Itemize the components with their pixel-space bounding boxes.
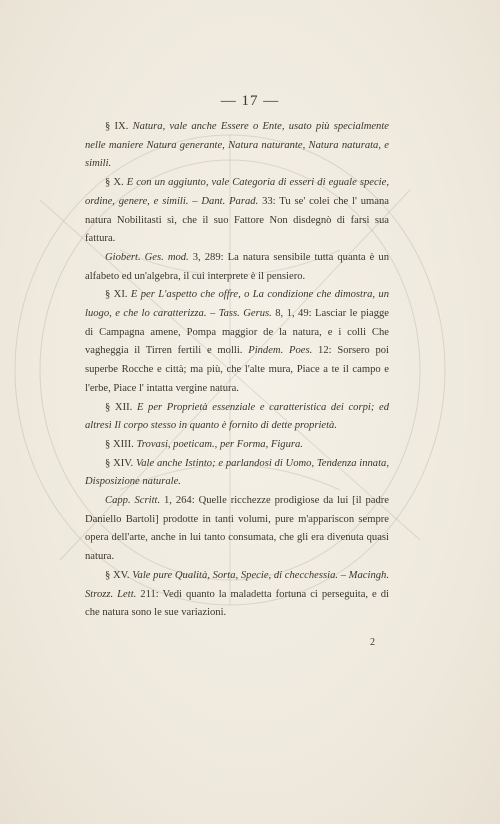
text-run: 8, 1, 49: Lasciar le piagge di Campagna amene, Pompa maggior de la natura, e i colli Che vagheggia il Tirren fertili e molli. — [85, 308, 389, 357]
paragraph-xiii — [85, 436, 389, 455]
paragraph-x-cit — [85, 249, 389, 286]
text-run: E per L'aspetto che offre, o La condizione che dimostra, un luogo, e che lo caratterizza. – Tass. Gerus. — [85, 289, 389, 320]
text-run: E per Proprietà essenziale e caratteristica dei corpi; ed altresì Il corpo stesso in quanto è fornito di dette proprietà. — [85, 401, 390, 432]
paragraph-xiv-cit — [85, 492, 389, 567]
paragraph-xv — [85, 567, 389, 623]
text-run: 33: Tu se' colei che l' umana natura Nobilitasti sì, che il suo Fattore Non disdegnò di farsi sua fattura. — [85, 195, 389, 245]
text-run: § IX. — [105, 121, 133, 132]
text-run: 1, 264: Quelle ricchezze prodigiose da lui [il padre Daniello Bartoli] prodotte in tanti volumi, pure m'appariscon sempre opera dell'arte, anche in lui tanto consumata, che gli era divenuta quasi natura. — [85, 495, 389, 563]
text-run: 12: Sorsero poi superbe Rocche e città; ma più, che l'alte mura, Piace a te il campo e l'erbe, Piace l' intatta vergine natura. — [85, 345, 390, 394]
page-number-header: — 17 — — [220, 93, 280, 109]
text-run: Capp. Scritt. — [105, 495, 161, 507]
text-run: § X. — [105, 177, 127, 189]
text-run: § XIV. — [105, 457, 136, 469]
paragraph-xiv — [85, 455, 389, 492]
text-run: Trovasi, poeticam., per Forma, Figura. — [136, 438, 303, 450]
text-run: Vale pure Qualità, Sorta, Specie, di checchessia. – Macingh. Strozz. Lett. — [85, 569, 389, 600]
text-run: E con un aggiunto, vale Categoria di esseri di eguale specie, ordine, genere, e simili. – Dant. Parad. — [85, 177, 389, 207]
paragraph-xi — [85, 286, 389, 398]
text-run: § XV. — [105, 569, 133, 581]
text-run: Pindem. Poes. — [248, 345, 313, 357]
text-run: 211: Vedi quanto la maladetta fortuna ci perseguita, e di che natura sono le sue variazioni. — [85, 588, 389, 619]
paragraph-xii — [85, 399, 389, 436]
text-run: § XI. — [105, 289, 131, 301]
text-run: § XIII. — [105, 438, 137, 450]
text-run: Giobert. Ges. mod. — [105, 251, 189, 263]
paragraph-x — [85, 174, 389, 249]
dictionary-entry-text — [85, 118, 389, 623]
text-run: Vale anche Istinto; e parlandosi di Uomo, Tendenza innata, Disposizione naturale. — [85, 457, 389, 488]
text-run: § XII. — [105, 401, 137, 413]
signature-mark: 2 — [370, 637, 375, 648]
paragraph-ix — [85, 118, 389, 174]
text-run: 3, 289: La natura sensibile tutta quanta è un alfabeto ed un'algebra, il cui interprete è il pensiero. — [85, 251, 389, 282]
text-run: Natura, vale anche Essere o Ente, usato più specialmente nelle maniere Natura generante, Natura naturante, Natura naturata, e simili. — [85, 121, 389, 170]
